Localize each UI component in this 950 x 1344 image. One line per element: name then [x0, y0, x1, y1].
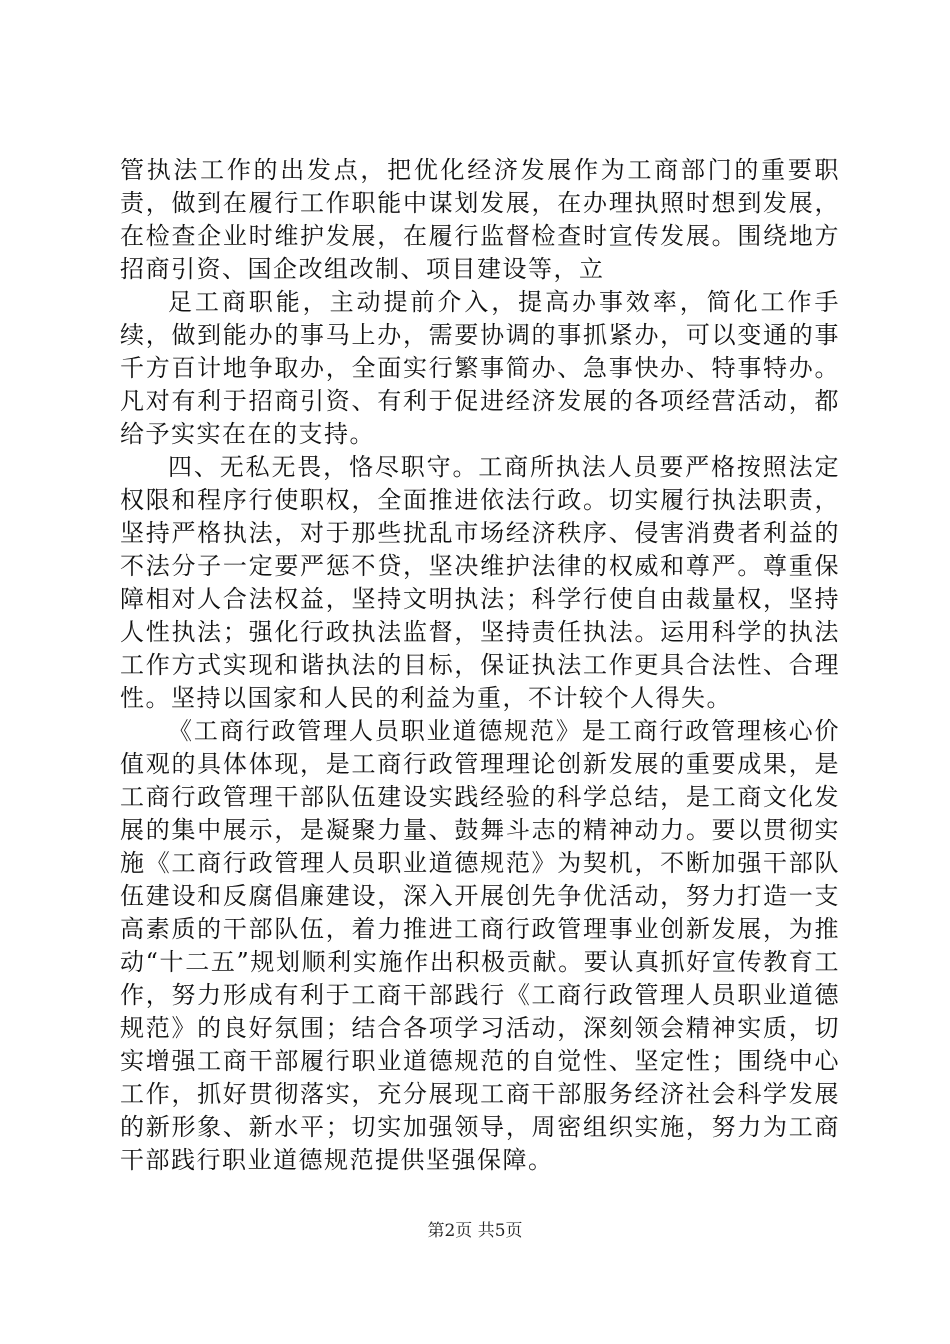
- document-body: [120, 154, 840, 1177]
- paragraph-section-four: 四、无私无畏，恪尽职守。工商所执法人员要严格按照法定权限和程序行使职权，全面推进依法行政。切实履行执法职责，坚持严格执法，对于那些扰乱市场经济秩序、侵害消费者利益的不法分子一定要严惩不贷，坚决维护法律的权威和尊严。尊重保障相对人合法权益，坚持文明执法；科学行使自由裁量权，坚持人性执法；强化行政执法监督，坚持责任执法。运用科学的执法工作方式实现和谐执法的目标，保证执法工作更具合法性、合理性。坚持以国家和人民的利益为重，不计较个人得失。: [120, 453, 840, 712]
- paragraph-service-efficiency: 足工商职能，主动提前介入，提高办事效率，简化工作手续，做到能办的事马上办，需要协调的事抓紧办，可以变通的事千方百计地争取办，全面实行繁事简办、急事快办、特事特办。凡对有利于招商引资、有利于促进经济发展的各项经营活动，都给予实实在在的支持。: [120, 288, 840, 448]
- paragraph-continuation: 管执法工作的出发点，把优化经济发展作为工商部门的重要职责，做到在履行工作职能中谋划发展，在办理执照时想到发展，在检查企业时维护发展，在履行监督检查时宣传发展。围绕地方招商引资、国企改组改制、项目建设等，立: [120, 156, 840, 283]
- page-number-footer: 第2页 共5页: [427, 1221, 523, 1241]
- paragraph-ethics-code: 《工商行政管理人员职业道德规范》是工商行政管理核心价值观的具体体现，是工商行政管理理论创新发展的重要成果，是工商行政管理干部队伍建设实践经验的科学总结，是工商文化发展的集中展示，是凝聚力量、鼓舞斗志的精神动力。要以贯彻实施《工商行政管理人员职业道德规范》为契机，不断加强干部队伍建设和反腐倡廉建设，深入开展创先争优活动，努力打造一支高素质的干部队伍，着力推进工商行政管理事业创新发展，为推动“十二五”规划顺利实施作出积极贡献。要认真抓好宣传教育工作，努力形成有利于工商干部践行《工商行政管理人员职业道德规范》的良好氛围；结合各项学习活动，深刻领会精神实质，切实增强工商干部履行职业道德规范的自觉性、坚定性；围绕中心工作，抓好贯彻落实，充分展现工商干部服务经济社会科学发展的新形象、新水平；切实加强领导，周密组织实施，努力为工商干部践行职业道德规范提供坚强保障。: [120, 717, 840, 1174]
